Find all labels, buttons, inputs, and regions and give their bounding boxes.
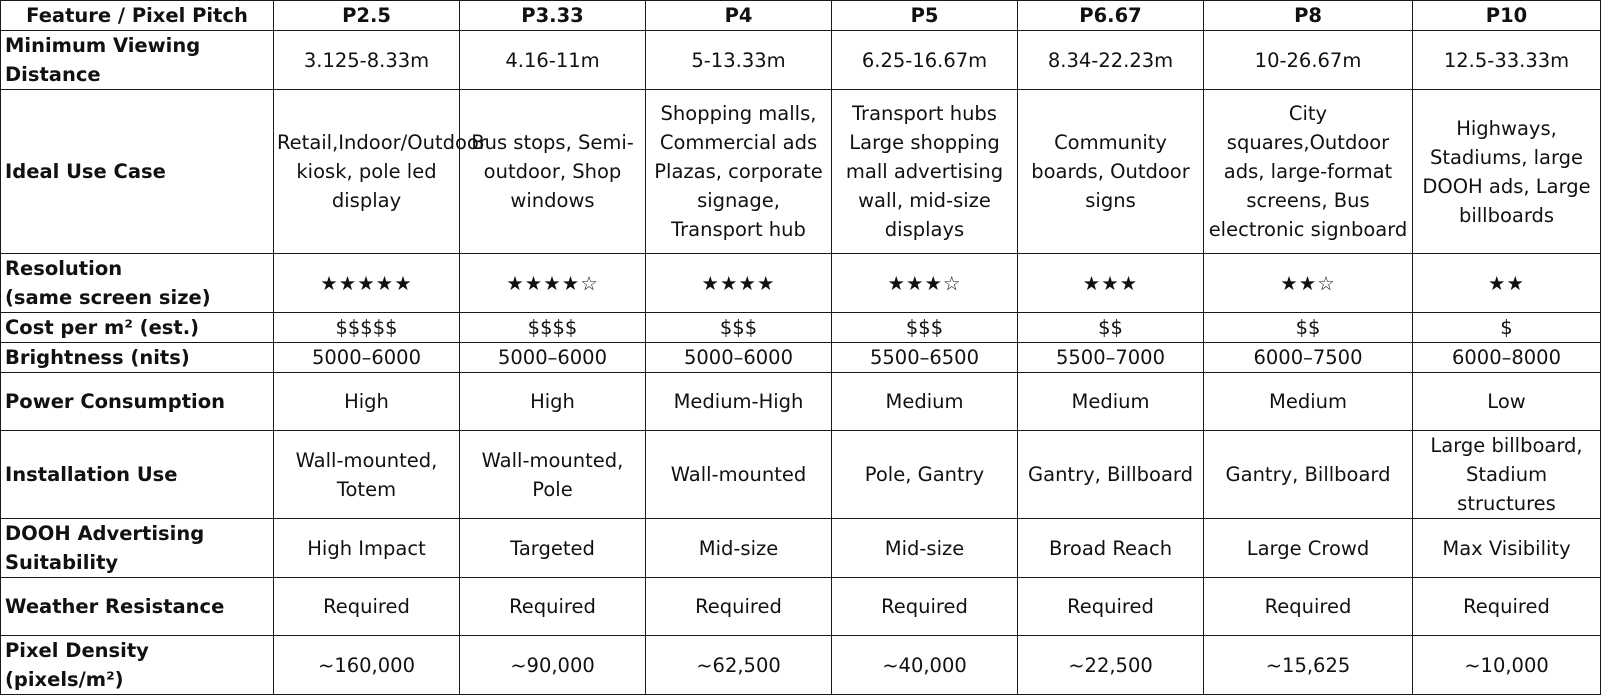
cell-p4: Required: [646, 578, 832, 636]
cell-p5: Transport hubs Large shopping mall advertising wall, mid-size displays: [832, 90, 1018, 254]
cell-p10: Highways, Stadiums, large DOOH ads, Large billboards: [1413, 90, 1601, 254]
rating-stars: ★★☆: [1204, 254, 1413, 313]
header-p5: P5: [832, 1, 1018, 31]
cell-p2-5: Required: [274, 578, 460, 636]
cell-p4: Shopping malls, Commercial ads Plazas, corporate signage, Transport hub: [646, 90, 832, 254]
cell-p6-67: $$: [1018, 313, 1204, 343]
rating-stars: ★★★: [1018, 254, 1204, 313]
cell-p6-67: Required: [1018, 578, 1204, 636]
cell-p2-5: High Impact: [274, 519, 460, 578]
cell-p3-33: Bus stops, Semi-outdoor, Shop windows: [460, 90, 646, 254]
header-p6-67: P6.67: [1018, 1, 1204, 31]
header-p3-33: P3.33: [460, 1, 646, 31]
row-label: Pixel Density (pixels/m²): [1, 636, 274, 695]
row-brightness: [1, 343, 1601, 373]
cell-p8: Required: [1204, 578, 1413, 636]
cell-p2-5: Wall-mounted, Totem: [274, 431, 460, 519]
cell-p6-67: ~22,500: [1018, 636, 1204, 695]
cell-p3-33: Targeted: [460, 519, 646, 578]
cell-p3-33: 5000–6000: [460, 343, 646, 373]
cell-p2-5: $$$$$: [274, 313, 460, 343]
cell-p10: $: [1413, 313, 1601, 343]
cell-p5: Medium: [832, 373, 1018, 431]
rating-stars: ★★★★: [646, 254, 832, 313]
row-label: Power Consumption: [1, 373, 274, 431]
row-pixel-density: [1, 636, 1601, 695]
cell-p10: 6000–8000: [1413, 343, 1601, 373]
header-row: [1, 1, 1601, 31]
cell-p8: Medium: [1204, 373, 1413, 431]
header-p4: P4: [646, 1, 832, 31]
cell-p6-67: Medium: [1018, 373, 1204, 431]
cell-p3-33: ~90,000: [460, 636, 646, 695]
cell-p6-67: Broad Reach: [1018, 519, 1204, 578]
row-label: Resolution (same screen size): [1, 254, 274, 313]
cell-p4: $$$: [646, 313, 832, 343]
cell-p8: 10-26.67m: [1204, 31, 1413, 90]
row-label: Installation Use: [1, 431, 274, 519]
cell-p4: Wall-mounted: [646, 431, 832, 519]
header-p2-5: P2.5: [274, 1, 460, 31]
cell-p4: Medium-High: [646, 373, 832, 431]
cell-p10: Max Visibility: [1413, 519, 1601, 578]
cell-p3-33: High: [460, 373, 646, 431]
cell-p8: $$: [1204, 313, 1413, 343]
row-installation-use: [1, 431, 1601, 519]
cell-p10: Large billboard, Stadium structures: [1413, 431, 1601, 519]
cell-p4: Mid-size: [646, 519, 832, 578]
cell-p3-33: $$$$: [460, 313, 646, 343]
cell-p4: ~62,500: [646, 636, 832, 695]
row-resolution: [1, 254, 1601, 313]
cell-p6-67: 8.34-22.23m: [1018, 31, 1204, 90]
cell-p5: ~40,000: [832, 636, 1018, 695]
row-label: Ideal Use Case: [1, 90, 274, 254]
rating-stars: ★★★★★: [274, 254, 460, 313]
cell-p5: Mid-size: [832, 519, 1018, 578]
cell-p3-33: 4.16-11m: [460, 31, 646, 90]
cell-p6-67: Gantry, Billboard: [1018, 431, 1204, 519]
cell-p5: Pole, Gantry: [832, 431, 1018, 519]
row-cost-per-m2: [1, 313, 1601, 343]
rating-stars: ★★★★☆: [460, 254, 646, 313]
cell-p6-67: Community boards, Outdoor signs: [1018, 90, 1204, 254]
cell-p8: 6000–7500: [1204, 343, 1413, 373]
cell-p5: 5500–6500: [832, 343, 1018, 373]
cell-p2-5: 3.125-8.33m: [274, 31, 460, 90]
cell-p2-5: Retail,Indoor/Outdoor kiosk, pole led display: [274, 90, 460, 254]
cell-p2-5: ~160,000: [274, 636, 460, 695]
cell-p2-5: High: [274, 373, 460, 431]
cell-p8: Gantry, Billboard: [1204, 431, 1413, 519]
rating-stars: ★★★☆: [832, 254, 1018, 313]
row-label: Weather Resistance: [1, 578, 274, 636]
row-label: Brightness (nits): [1, 343, 274, 373]
row-weather-resistance: [1, 578, 1601, 636]
cell-p3-33: Required: [460, 578, 646, 636]
cell-p4: 5-13.33m: [646, 31, 832, 90]
cell-p8: Large Crowd: [1204, 519, 1413, 578]
cell-p3-33: Wall-mounted, Pole: [460, 431, 646, 519]
row-label: Minimum Viewing Distance: [1, 31, 274, 90]
row-ideal-use-case: [1, 90, 1601, 254]
rating-stars: ★★: [1413, 254, 1601, 313]
cell-p5: $$$: [832, 313, 1018, 343]
cell-p5: 6.25-16.67m: [832, 31, 1018, 90]
cell-p5: Required: [832, 578, 1018, 636]
row-dooh-advertising-suitability: [1, 519, 1601, 578]
cell-p10: 12.5-33.33m: [1413, 31, 1601, 90]
header-p8: P8: [1204, 1, 1413, 31]
row-power-consumption: [1, 373, 1601, 431]
header-feature-pitch: Feature / Pixel Pitch: [1, 1, 274, 31]
cell-p6-67: 5500–7000: [1018, 343, 1204, 373]
cell-p4: 5000–6000: [646, 343, 832, 373]
cell-p10: Required: [1413, 578, 1601, 636]
cell-p2-5: 5000–6000: [274, 343, 460, 373]
row-label: Cost per m² (est.): [1, 313, 274, 343]
row-minimum-viewing-distance: [1, 31, 1601, 90]
header-p10: P10: [1413, 1, 1601, 31]
row-label: DOOH Advertising Suitability: [1, 519, 274, 578]
cell-p8: ~15,625: [1204, 636, 1413, 695]
cell-p10: Low: [1413, 373, 1601, 431]
cell-p8: City squares,Outdoor ads, large-format screens, Bus electronic signboard: [1204, 90, 1413, 254]
cell-p10: ~10,000: [1413, 636, 1601, 695]
